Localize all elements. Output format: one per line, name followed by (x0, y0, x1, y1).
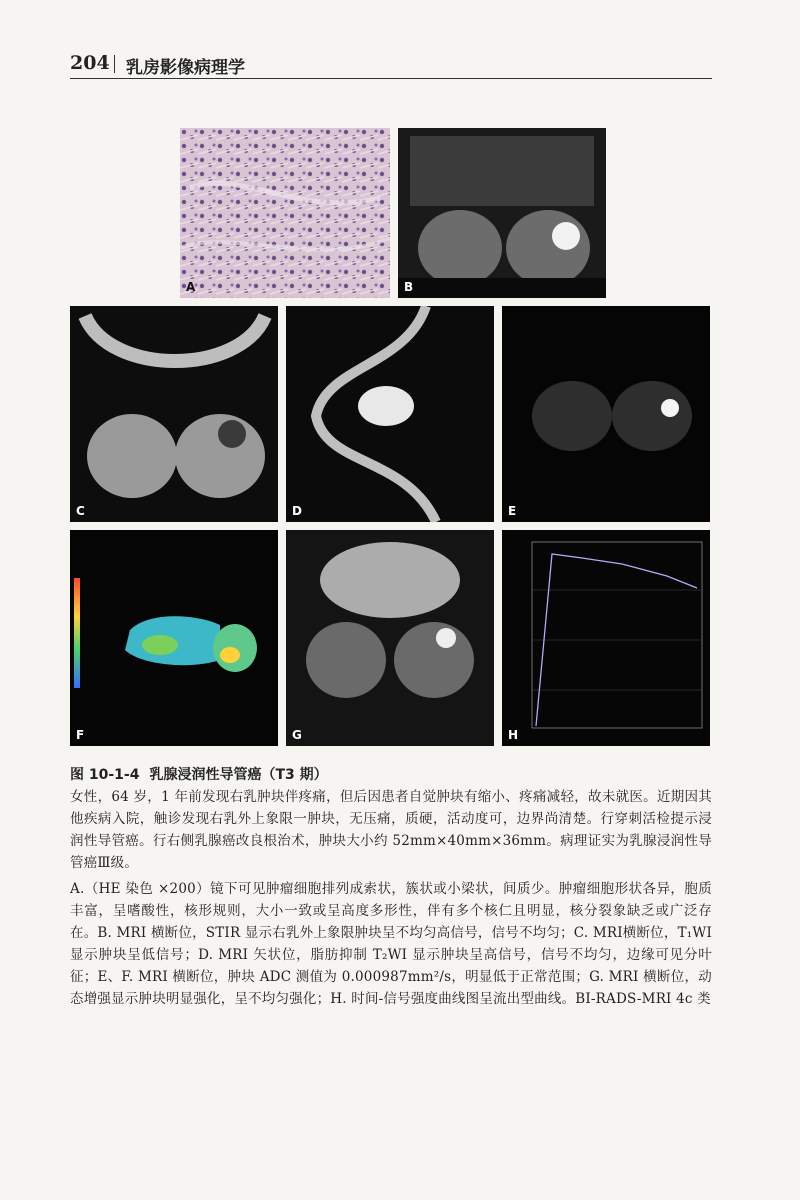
figure-label: 图 10-1-4 (70, 767, 140, 783)
mri-t1wi-image (70, 306, 278, 522)
page-header (70, 52, 712, 80)
figure-title: 乳腺浸润性导管癌（T3 期） (149, 767, 328, 783)
panel-b-stir (398, 128, 606, 298)
panel-f-adc (70, 530, 278, 746)
mri-dwi-image (502, 306, 710, 522)
adc-map-image (70, 530, 278, 746)
panel-label-b: B (404, 280, 414, 294)
panel-label-g: G (292, 728, 302, 742)
panel-h-tic-curve (502, 530, 710, 746)
header-divider (114, 55, 115, 73)
findings-paragraph: A.（HE 染色 ×200）镜下可见肿瘤细胞排列成索状，簇状或小梁状，间质少。肿瘤细胞形状各异，胞质丰富，呈嗜酸性，核形规则，大小一致或呈高度多形性，伴有多个核仁且明显，核分裂象缺乏或广泛存在。B. MRI 横断位，STIR 显示右乳外上象限肿块呈不均匀高信号，信号不均匀；C. MRI横断位，T₁WI 显示肿块呈低信号；D. MRI 矢状位，脂肪抑制 T₂WI 显示肿块呈高信号，信号不均匀，边缘可见分叶征；E、F. MRI 横断位，肿块 ADC 测值为 0.000987mm²/s，明显低于正常范围；G. MRI 横断位，动态增强显示肿块明显强化，呈不均匀强化；H. 时间-信号强度曲线图呈流出型曲线。BI-RADS-MRI 4c 类 (70, 881, 712, 1007)
panel-a-histology (180, 128, 390, 298)
panel-label-e: E (508, 504, 517, 518)
panel-c-t1wi (70, 306, 278, 522)
book-title: 乳房影像病理学 (126, 58, 245, 78)
mri-dce-image (286, 530, 494, 746)
page-number: 204 (70, 52, 110, 74)
panel-label-c: C (76, 504, 85, 518)
header-rule (70, 78, 712, 79)
panel-d-sagittal (286, 306, 494, 522)
panel-e-dwi (502, 306, 710, 522)
panel-label-a: A (186, 280, 196, 294)
mri-sagittal-image (286, 306, 494, 522)
panel-g-dce (286, 530, 494, 746)
panel-label-f: F (76, 728, 85, 742)
histology-image (180, 128, 390, 298)
figure-caption (70, 764, 710, 784)
panel-label-d: D (292, 504, 302, 518)
case-history-paragraph: 女性，64 岁，1 年前发现右乳肿块伴疼痛，但后因患者自觉肿块有缩小、疼痛减轻，故未就医。近期因其他疾病入院，触诊发现右乳外上象限一肿块，无压痛，质硬，活动度可，边界尚清楚。行穿刺活检提示浸润性导管癌。行右侧乳腺癌改良根治术，肿块大小约 52mm×40mm×36mm。病理证实为乳腺浸润性导管癌Ⅲ级。 (70, 789, 712, 871)
time-intensity-curve (502, 530, 710, 746)
mri-stir-image (398, 128, 606, 298)
panel-label-h: H (508, 728, 519, 742)
